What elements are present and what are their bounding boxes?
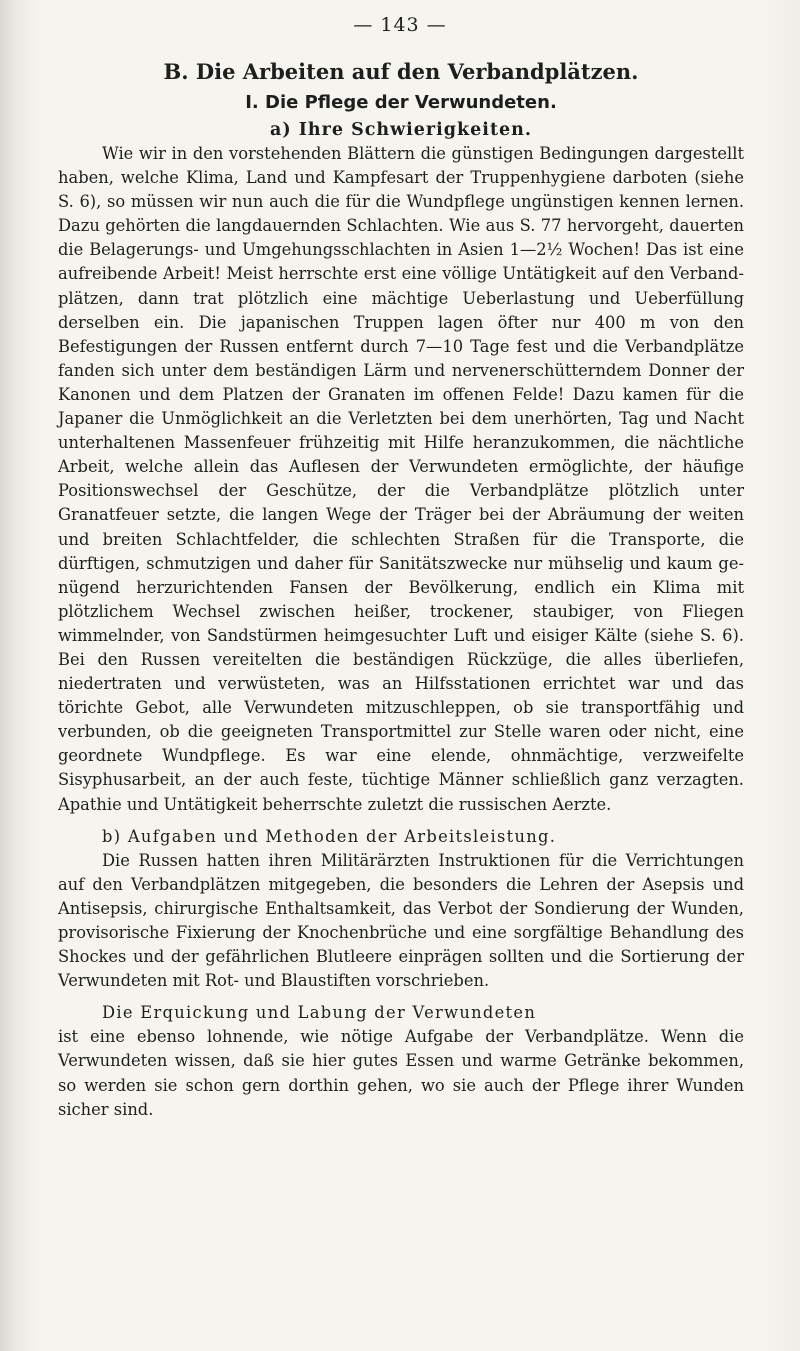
subsection-title: I. Die Pflege der Verwundeten. <box>245 92 557 113</box>
paragraph-difficulties: Wie wir in den vorstehenden Blättern die günstigen Bedingungen dargestellt haben, welche Klima, Land und Kampfesart der Truppenhygiene darboten (siehe S. 6), so müssen wir nun auch die für die Wundpflege ungünstigen kennen lernen. Dazu gehörten die langdauernden Schlachten. Wie aus S. 77 hervorgeht, dauerten die Belagerungs- und Umgehungsschlachten in Asien 1—2½ Wochen! Das ist eine aufreibende Arbeit! Meist herrschte erst eine völlige Untätigkeit auf den Verbandplätzen, dann trat plötzlich eine mächtige Ueberlastung und Ueberfüllung derselben ein. Die japanischen Truppen lagen öfter nur 400 m von den Befestigungen der Russen entfernt durch 7—10 Tage fest und die Verbandplätze fanden sich unter dem beständigen Lärm und nervenerschütterndem Donner der Kanonen und dem Platzen der Granaten im offenen Felde! Dazu kamen für die Japaner die Unmöglichkeit an die Verletzten bei dem unerhörten, Tag und Nacht unterhaltenen Massenfeuer frühzeitig mit Hilfe heranzukommen, die nächtliche Arbeit, welche allein das Auflesen der Verwundeten ermöglichte, der häufige Positionswechsel der Geschütze, der die Verbandplätze plötzlich unter Granatfeuer setzte, die langen Wege der Träger bei der Abräumung der weiten und breiten Schlachtfelder, die schlechten Straßen für die Transporte, die dürftigen, schmutzigen und daher für Sanitätszwecke nur mühselig und kaum genügend herzurichtenden Fansen der Bevölkerung, endlich ein Klima mit plötzlichem Wechsel zwischen heißer, trockener, staubiger, von Fliegen wimmelnder, von Sandstürmen heimgesuchter Luft und eisiger Kälte (siehe S. 6). Bei den Russen vereitelten die beständigen Rückzüge, die alles überliefen, niedertraten und verwüsteten, was an Hilfsstationen errichtet war und das törichte Gebot, alle Verwundeten mitzuschleppen, ob sie transportfähig und verbunden, ob die geeigneten Transportmittel zur Stelle waren oder nicht, eine geordnete Wundpflege. Es war eine elende, ohnmächtige, verzweifelte Sisyphusarbeit, an der auch feste, tüchtige Männer schließlich ganz verzagten. Apathie und Untätigkeit beherrschte zuletzt die russischen Aerzte. <box>58 144 744 814</box>
heading-difficulties: a) Ihre Schwierigkeiten. <box>270 120 532 140</box>
paragraph-tasks-methods: Die Russen hatten ihren Militärärzten Instruktionen für die Verrichtungen auf den Verbandplätzen mitgegeben, die besonders die Lehren der Asepsis und Antisepsis, chirurgische Enthaltsamkeit, das Verbot der Sondierung der Wunden, provisorische Fixierung der Knochenbrüche und eine sorgfältige Behandlung des Shockes und der gefährlichen Blutleere einprägen sollten und die Sortierung der Verwundeten mit Rot- und Blaustiften vorschrieben. <box>58 850 744 991</box>
paragraph-refreshment: ist eine ebenso lohnende, wie nötige Aufgabe der Verbandplätze. Wenn die Verwundeten wissen, daß sie hier gutes Essen und warme Getränke bekommen, so werden sie schon gern dorthin gehen, wo sie auch der Pflege ihrer Wunden sicher sind. <box>58 1027 744 1119</box>
page-content <box>58 58 744 1122</box>
heading-tasks-methods <box>58 825 744 849</box>
page-number: — 143 — <box>353 14 447 36</box>
heading-tasks-methods-text: b) Aufgaben und Methoden der Arbeitsleistung. <box>102 826 557 846</box>
heading-refreshment-text: Die Erquickung und Labung der Verwundeten <box>102 1003 537 1023</box>
section-title: B. Die Arbeiten auf den Verbandplätzen. <box>163 59 639 84</box>
heading-refreshment <box>58 1001 744 1025</box>
